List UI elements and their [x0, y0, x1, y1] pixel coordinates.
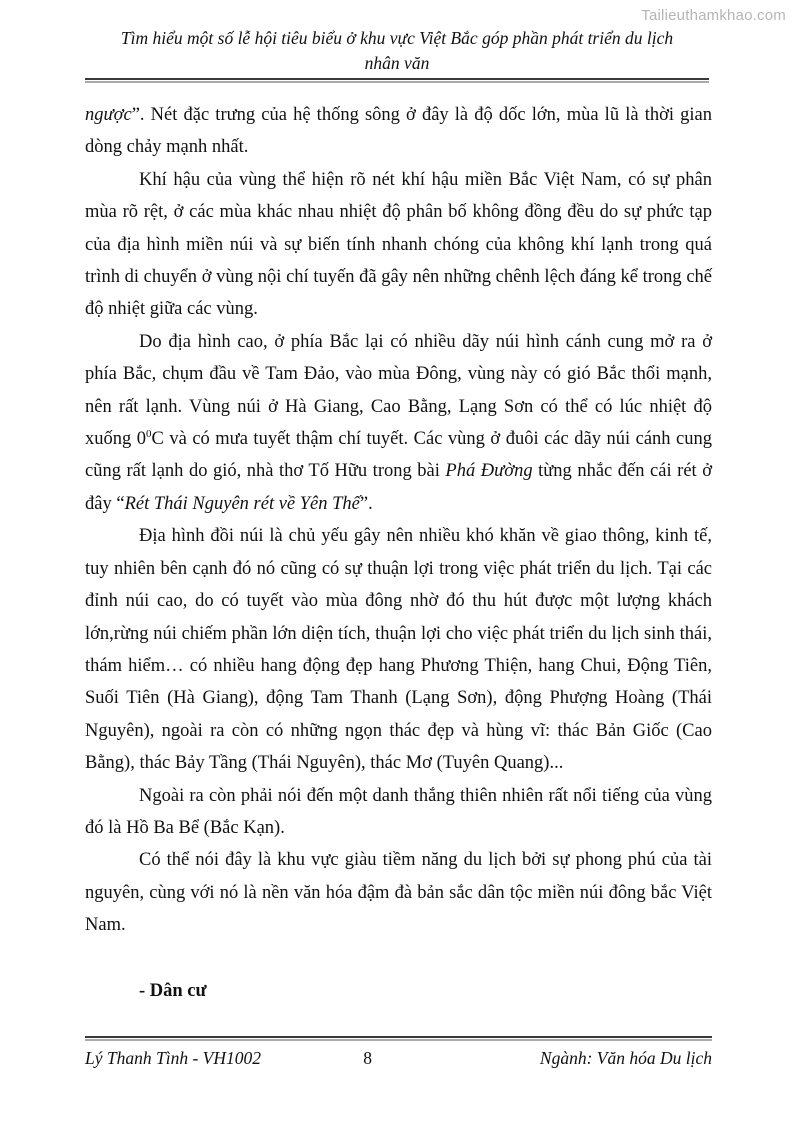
footer-page-number: 8 — [363, 1048, 372, 1068]
footer-department: Ngành: Văn hóa Du lịch — [539, 1048, 712, 1068]
text-run: từng nhắc đến cái rét ở đây “ — [85, 461, 712, 514]
text-run: Phá Đường — [445, 461, 533, 482]
paragraph — [85, 99, 712, 164]
text-run: Do địa hình cao, ở phía Bắc lại có nhiều dãy núi hình cánh cung mở ra ở phía Bắc, chụm đầu về Tam Đảo, vào mùa Đông, vùng này có gió Bắc thổi mạnh, nên rất lạnh. Vùng núi ở Hà Giang, Cao Bằng, Lạng Sơn có thể có lúc nhiệt độ xuống 0 — [85, 331, 712, 450]
text-run: Có thể nói đây là khu vực giàu tiềm năng du lịch bởi sự phong phú của tài nguyên, cùng với nó là nền văn hóa đậm đà bản sắc dân tộc miền núi đông bắc Việt Nam. — [85, 850, 712, 936]
text-run: Khí hậu của vùng thể hiện rõ nét khí hậu miền Bắc Việt Nam, có sự phân mùa rõ rệt, ở các mùa khác nhau nhiệt độ phân bố không đồng đều do sự phức tạp của địa hình miền núi và sự biến tính nhanh chóng của không khí lạnh trong quá trình di chuyển ở vùng nội chí tuyến đã gây nên những chênh lệch đáng kể trong chế độ nhiệt giữa các vùng. — [85, 169, 712, 320]
text-run: - Dân cư — [139, 980, 207, 1001]
text-run: ”. Nét đặc trưng của hệ thống sông ở đây là độ dốc lớn, mùa lũ là thời gian dòng chảy mạnh nhất. — [85, 105, 712, 158]
text-run: Địa hình đồi núi là chủ yếu gây nên nhiều khó khăn về giao thông, kinh tế, tuy nhiên bên cạnh đó nó cũng có sự thuận lợi trong việc phát triển du lịch. Tại các đỉnh núi cao, do có tuyết vào mùa đông nhờ đó thu hút được một lượng khách lớn,rừng núi chiếm phần lớn diện tích, thuận lợi cho việc phát triển du lịch sinh thái, thám hiểm… có nhiều hang động đẹp hang Phương Thiện, hang Chui, Động Tiên, Suối Tiên (Hà Giang), động Tam Thanh (Lạng Sơn), động Phượng Hoàng (Thái Nguyên), ngoài ra còn có những ngọn thác đẹp và hùng vĩ: thác Bản Giốc (Cao Bằng), thác Bảy Tầng (Thái Nguyên), thác Mơ (Tuyên Quang)... — [85, 526, 712, 774]
footer-author: Lý Thanh Tình - VH1002 — [85, 1048, 261, 1068]
header-rule — [85, 78, 709, 83]
document-body — [85, 99, 712, 1007]
paragraph — [85, 520, 712, 779]
paragraph — [85, 164, 712, 326]
text-run: Rét Thái Nguyên rét về Yên Thế — [124, 493, 360, 514]
text-run: C và có mưa tuyết thậm chí tuyết. Các vùng ở đuôi các dãy núi cánh cung cũng rất lạnh do gió, nhà thơ Tố Hữu trong bài — [85, 429, 712, 482]
footer-rule — [85, 1036, 712, 1041]
paragraph — [85, 844, 712, 941]
text-run: 0 — [146, 427, 152, 440]
watermark: Tailieuthamkhao.com — [641, 7, 786, 24]
paragraph — [85, 780, 712, 845]
header-title: Tìm hiểu một số lễ hội tiêu biểu ở khu vực Việt Bắc góp phần phát triển du lịch nhân văn — [120, 28, 674, 73]
text-run: Ngoài ra còn phải nói đến một danh thắng thiên nhiên rất nổi tiếng của vùng đó là Hồ Ba Bể (Bắc Kạn). — [85, 785, 712, 838]
paragraph — [85, 975, 712, 1007]
footer-row — [85, 1048, 712, 1069]
text-run: ”. — [359, 493, 373, 514]
paragraph — [85, 326, 712, 520]
text-run: ngược — [85, 105, 132, 125]
page-header — [85, 0, 709, 76]
page-footer — [85, 1036, 712, 1069]
